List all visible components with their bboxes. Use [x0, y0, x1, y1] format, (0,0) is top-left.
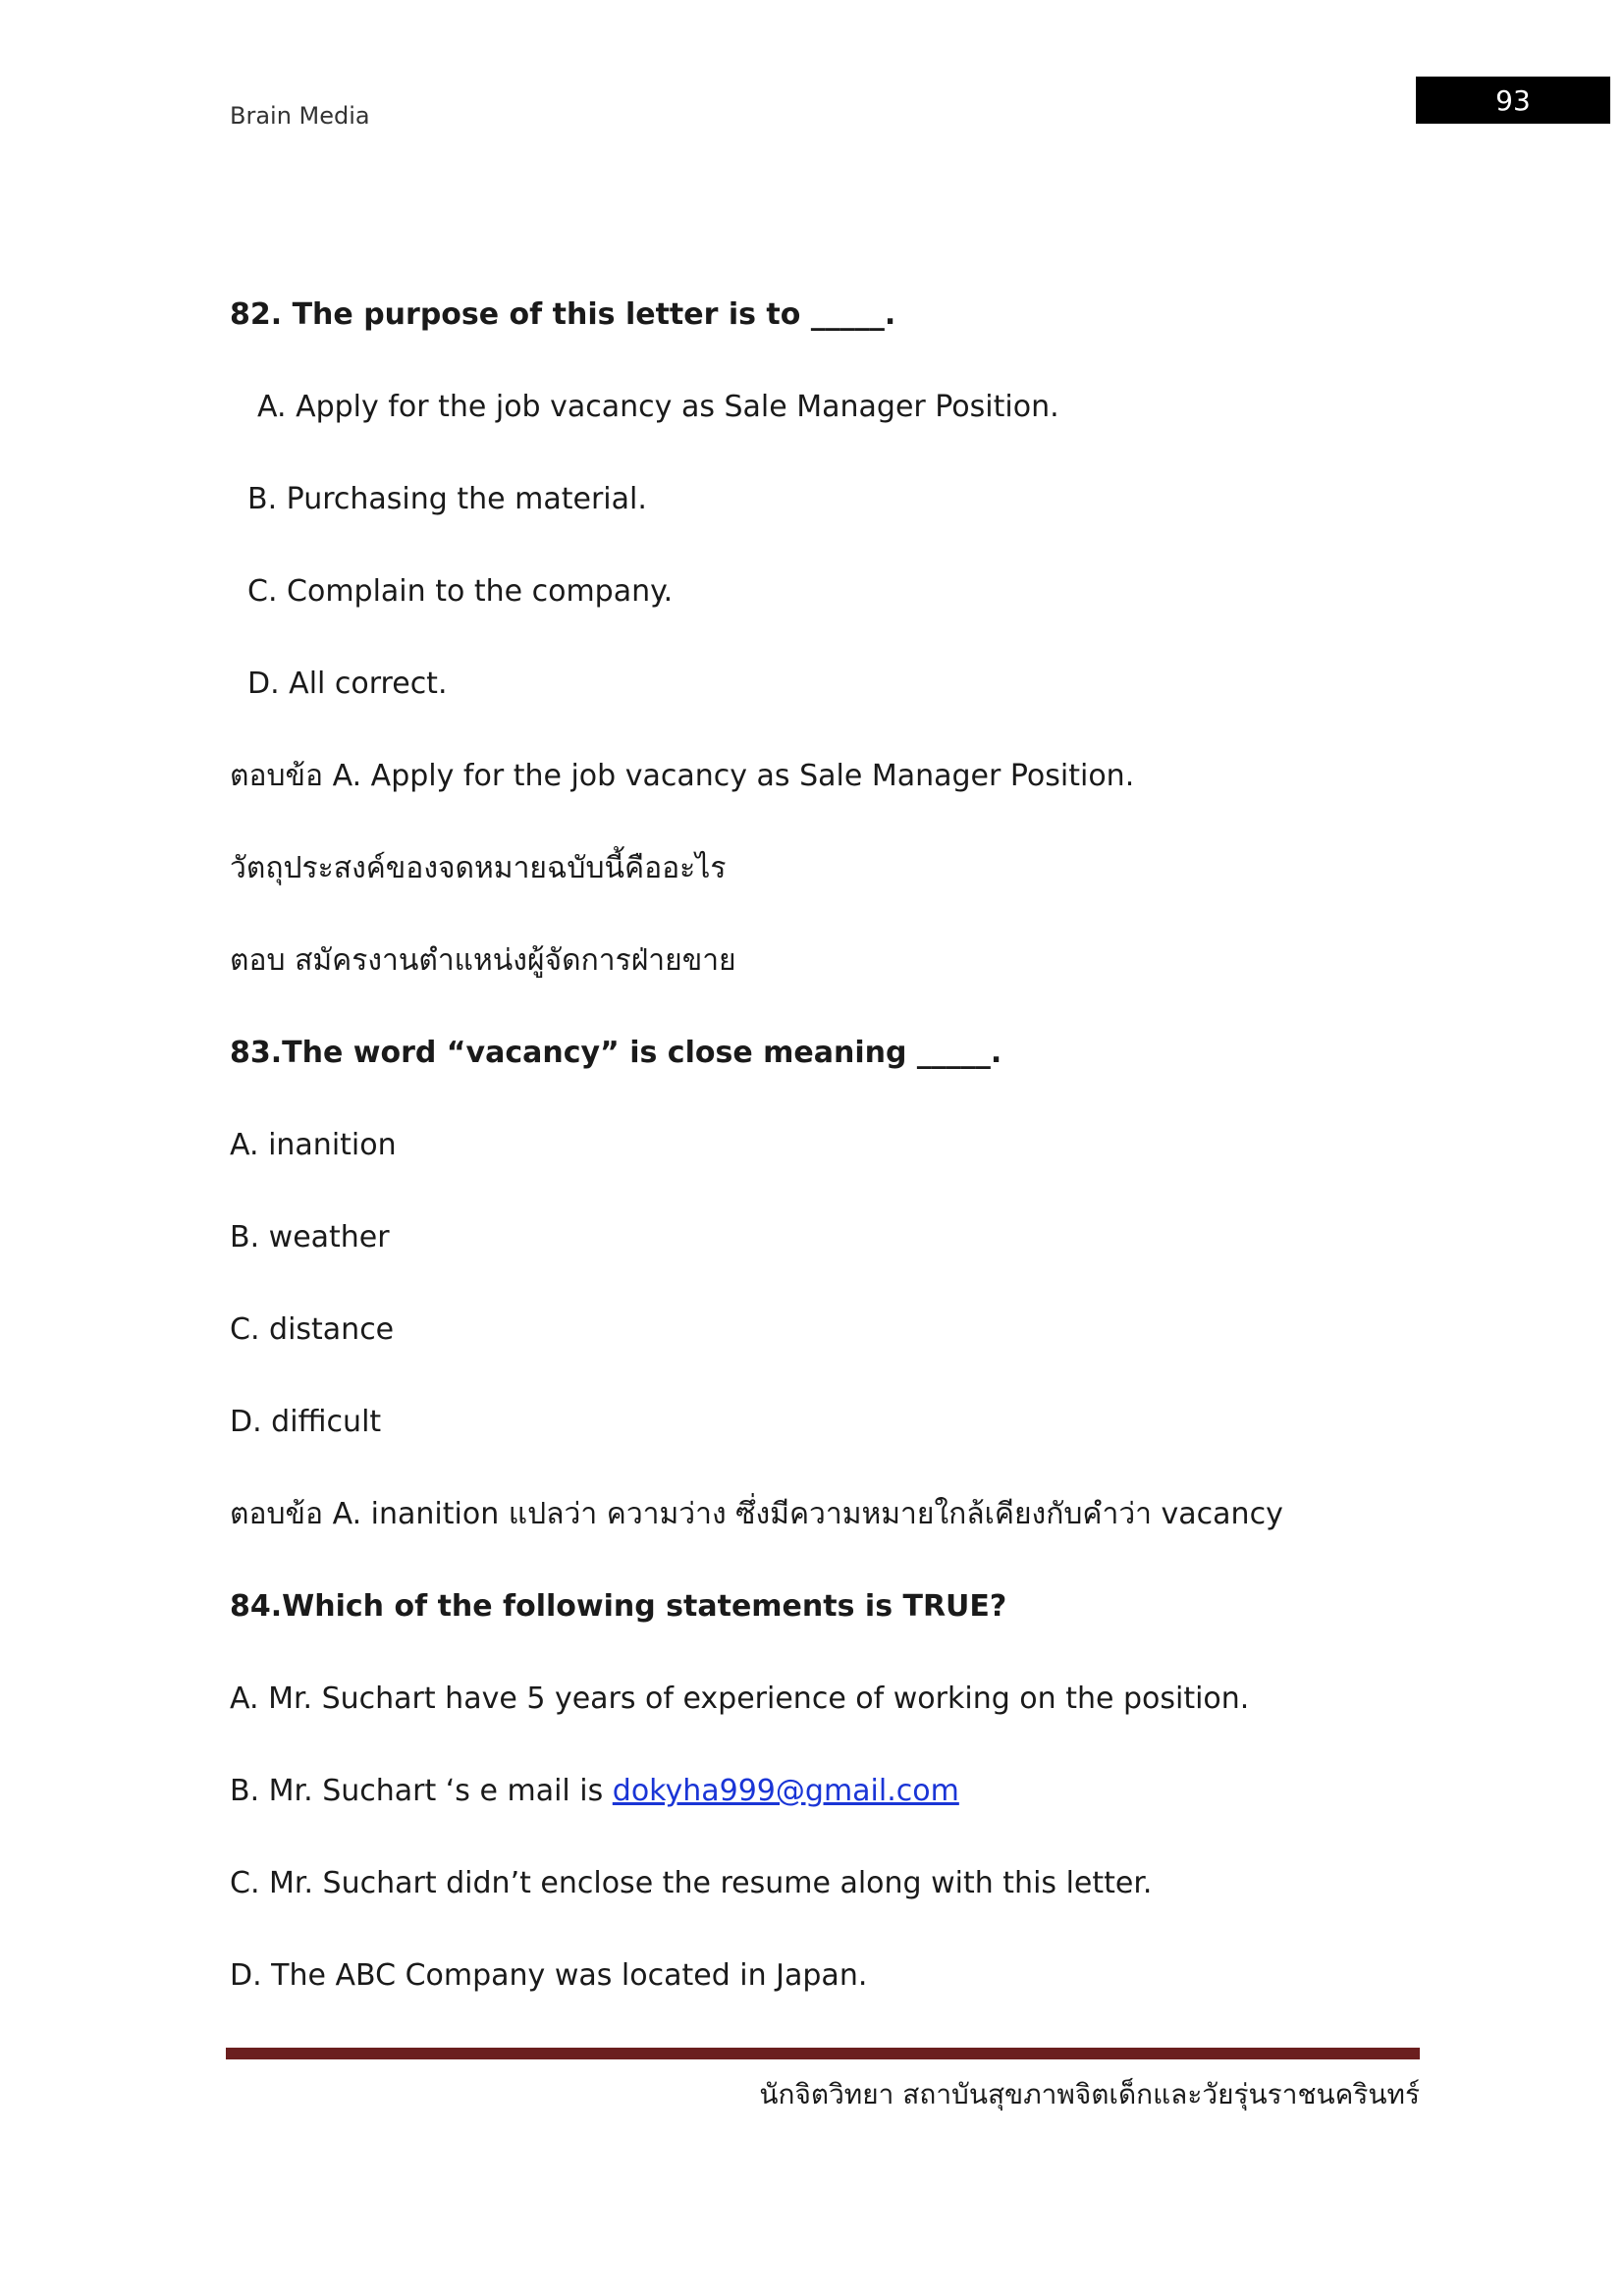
question-83-option-c: C. distance — [230, 1312, 395, 1347]
question-83-option-b: B. weather — [230, 1220, 390, 1255]
question-84-option-d: D. The ABC Company was located in Japan. — [230, 1958, 868, 1993]
answer-83: ตอบข้อ A. inanition แปลว่า ความว่าง ซึ่งมีความหมายใกล้เคียงกับคำว่า vacancy — [230, 1497, 1283, 1531]
answer-82-thai: ตอบ สมัครงานตำแหน่งผู้จัดการฝ่ายขาย — [230, 943, 736, 978]
answer-82: ตอบข้อ A. Apply for the job vacancy as Sale Manager Position. — [230, 759, 1135, 793]
question-82-option-c: C. Complain to the company. — [247, 574, 674, 609]
question-83: 83.The word “vacancy” is close meaning _____. — [230, 1036, 1002, 1070]
email-link[interactable]: dokyha999@gmail.com — [612, 1774, 959, 1808]
question-83-option-a: A. inanition — [230, 1128, 397, 1162]
question-84-option-a: A. Mr. Suchart have 5 years of experience of working on the position. — [230, 1682, 1250, 1716]
question-84-option-b-text: B. Mr. Suchart ‘s e mail is — [230, 1774, 613, 1808]
page-number-badge — [1416, 77, 1610, 124]
answer-82-question-thai: วัตถุประสงค์ของจดหมายฉบับนี้คืออะไร — [230, 851, 727, 885]
question-84: 84.Which of the following statements is TRUE? — [230, 1589, 1007, 1624]
question-83-option-d: D. difficult — [230, 1405, 382, 1439]
question-82-option-b: B. Purchasing the material. — [247, 482, 647, 516]
question-84-option-c: C. Mr. Suchart didn’t enclose the resume along with this letter. — [230, 1866, 1153, 1900]
footer-text: นักจิตวิทยา สถาบันสุขภาพจิตเด็กและวัยรุ่นราชนครินทร์ — [759, 2078, 1420, 2110]
footer-rule — [226, 2048, 1420, 2059]
question-82-option-a: A. Apply for the job vacancy as Sale Manager Position. — [257, 390, 1059, 424]
page-number: 93 — [1495, 83, 1531, 117]
header-brand: Brain Media — [230, 102, 370, 130]
question-82: 82. The purpose of this letter is to _____. — [230, 297, 896, 332]
question-82-option-d: D. All correct. — [247, 667, 448, 701]
question-84-option-b — [230, 1774, 959, 1808]
